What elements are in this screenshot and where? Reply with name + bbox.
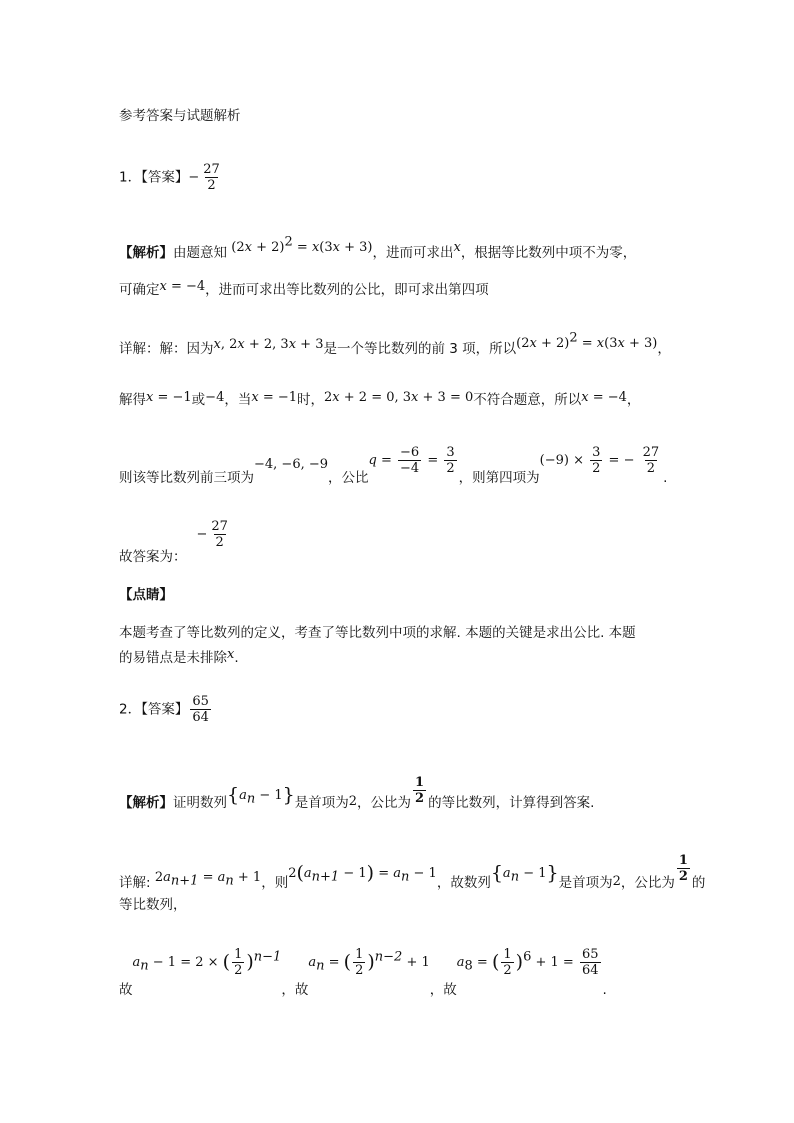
- q2-answer-line: [119, 695, 213, 724]
- q2-analysis-line: 【解析】证明数列$\{a_n - 1\}$是首项为2，公比为 $\frac{1}{2}$ 的等比数列，计算得到答案.: [119, 775, 595, 811]
- q1-final-line: 故答案为：− $\frac{27}{2}$: [119, 519, 228, 565]
- q2-answer-fraction: $\frac{65}{64}$: [192, 694, 209, 725]
- q1-comment-tag: 【点睛】: [119, 587, 173, 603]
- q1-comment-2: 的易错点是未排除x.: [119, 647, 239, 666]
- q1-solve-line: 解得x = −1或−4，当x = −1时，2x + 2 = 0, 3x + 3 = 0不符合题意，所以x = −4，: [119, 390, 641, 408]
- q1-answer-fraction: $\frac{27}{2}$: [203, 162, 220, 193]
- q2-detail-line-2: 等比数列，: [119, 897, 187, 913]
- q1-terms-line: 则该等比数列前三项为−4, −6, −9，公比q = $\frac{-6}{-4}$ = $\frac{3}{2}$ ，则第四项为(−9) × $\frac{3}{2}$ = − $\frac{27}{2}$ .: [119, 445, 668, 486]
- q1-answer-head: 1．【答案】: [119, 169, 189, 186]
- q2-answer-head: 2．【答案】: [119, 701, 189, 718]
- q1-analysis-tag: 【解析】: [119, 245, 173, 261]
- q1-answer-line: 1．【答案】− $\frac{27}{2}$: [119, 162, 220, 193]
- q1-detail-line: 详解：解：因为x, 2x + 2, 3x + 3是一个等比数列的前 3 项，所以$(2x + 2)^2 = x(3x + 3)$，: [119, 330, 671, 357]
- q1-analysis-line: 【解析】由题意知 $(2x + 2)^2 = x(3x + 3)$，进而可求出x，根据等比数列中项不为零，: [119, 234, 637, 261]
- q2-gu-line: 故$a_n - 1 = 2$ × ( $\frac{1}{2}$ )$^{n-1}$，故$a_n$ = ( $\frac{1}{2}$ )$^{n-2}$ + 1，故$a_8$ = ( $\frac{1}{2}$ )$^6$ + 1 = $\frac{65}{64}$ .: [119, 947, 607, 998]
- q1-comment-1: 本题考查了等比数列的定义，考查了等比数列中项的求解. 本题的关键是求出公比. 本题: [119, 625, 636, 641]
- q1-equation: $(2x + 2)^2 = x(3x + 3)$: [231, 234, 373, 255]
- q2-detail-line: 详解: $2a_{n+1} = a_n + 1$，则$2(a_{n+1} - 1) = a_n - 1$，故数列$\{a_n - 1\}$是首项为2，公比为 $\frac{1}{2}$ 的: [119, 853, 706, 891]
- q1-analysis-line-2: 可确定x = −4，进而可求出等比数列的公比，即可求出第四项: [119, 279, 489, 298]
- page-title: 参考答案与试题解析: [119, 108, 241, 124]
